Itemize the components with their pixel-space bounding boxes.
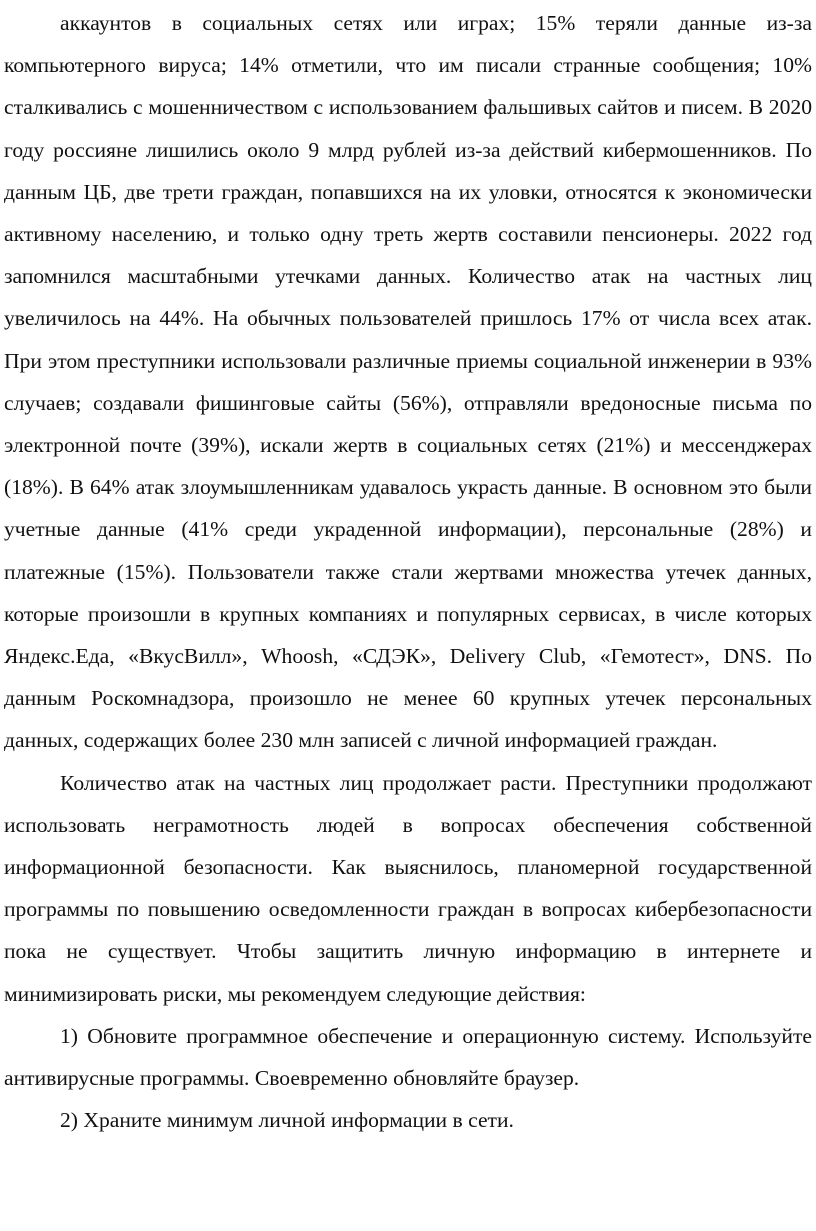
document-page xyxy=(0,2,816,1231)
body-paragraph-1: аккаунтов в социальных сетях или играх; 15% теряли данные из-за компьютерного вируса; 14% отметили, что им писали странные сообщения; 10% сталкивались с мошенничеством с использованием фальшивых сайтов и писем. В 2020 году россияне лишились около 9 млрд рублей из-за действий кибермошенников. По данным ЦБ, две трети граждан, попавшихся на их уловки, относятся к экономически активному населению, и только одну треть жертв составили пенсионеры. 2022 год запомнился масштабными утечками данных. Количество атак на частных лиц увеличилось на 44%. На обычных пользователей пришлось 17% от числа всех атак. При этом преступники использовали различные приемы социальной инженерии в 93% случаев; создавали фишинговые сайты (56%), отправляли вредоносные письма по электронной почте (39%), искали жертв в социальных сетях (21%) и мессенджерах (18%). В 64% атак злоумышленникам удавалось украсть данные. В основном это были учетные данные (41% среди украденной информации), персональные (28%) и платежные (15%). Пользователи также стали жертвами множества утечек данных, которые произошли в крупных компаниях и популярных сервисах, в числе которых Яндекс.Еда, «ВкусВилл», Whoosh, «СДЭК», Delivery Club, «Гемотест», DNS. По данным Роскомнадзора, произошло не менее 60 крупных утечек персональных данных, содержащих более 230 млн записей с личной информацией граждан. xyxy=(4,11,812,753)
list-item-1: 1) Обновите программное обеспечение и операционную систему. Используйте антивирусные программы. Своевременно обновляйте браузер. xyxy=(4,1023,812,1091)
list-item-2: 2) Храните минимум личной информации в сети. xyxy=(60,1108,514,1133)
body-paragraph-2: Количество атак на частных лиц продолжает расти. Преступники продолжают использовать неграмотность людей в вопросах обеспечения собственной информационной безопасности. Как выяснилось, планомерной государственной программы по повышению осведомленности граждан в вопросах кибербезопасности пока не существует. Чтобы защитить личную информацию в интернете и минимизировать риски, мы рекомендуем следующие действия: xyxy=(4,770,812,1006)
